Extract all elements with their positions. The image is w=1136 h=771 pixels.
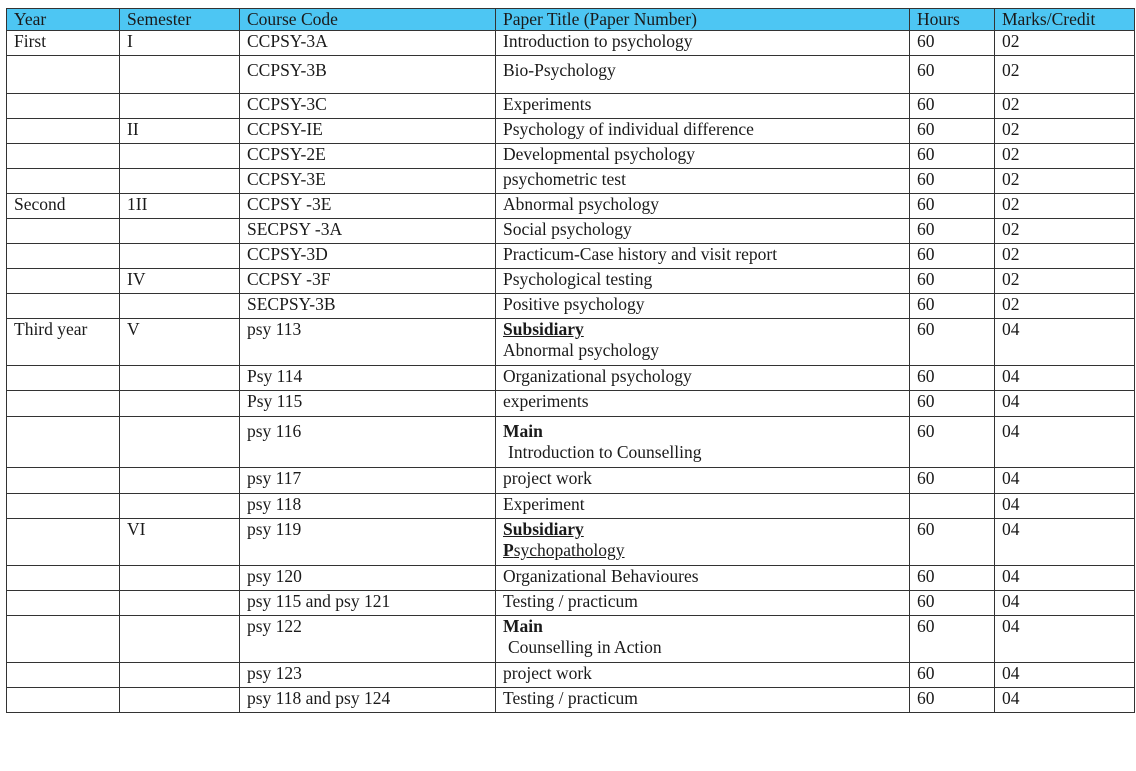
table-row <box>7 219 1135 244</box>
cell-year <box>7 566 120 591</box>
cell-credit: 04 <box>995 319 1135 366</box>
table-row <box>7 663 1135 688</box>
cell-course-code: psy 123 <box>240 663 496 688</box>
cell-credit: 04 <box>995 591 1135 616</box>
cell-hours: 60 <box>910 244 995 269</box>
cell-credit: 04 <box>995 688 1135 713</box>
cell-paper-title: Bio-Psychology <box>496 56 910 94</box>
cell-credit: 02 <box>995 269 1135 294</box>
cell-credit: 04 <box>995 616 1135 663</box>
cell-course-code: CCPSY-3E <box>240 169 496 194</box>
cell-credit: 04 <box>995 663 1135 688</box>
cell-semester: IV <box>120 269 240 294</box>
cell-year <box>7 244 120 269</box>
title-rest: sychopathology <box>513 540 625 560</box>
title-heading: Subsidiary <box>503 319 584 339</box>
cell-credit: 02 <box>995 244 1135 269</box>
cell-semester <box>120 591 240 616</box>
cell-course-code: CCPSY -3E <box>240 194 496 219</box>
cell-paper-title <box>496 616 910 663</box>
title-text: Introduction to Counselling <box>508 442 702 462</box>
cell-hours: 60 <box>910 56 995 94</box>
cell-hours: 60 <box>910 663 995 688</box>
table-row <box>7 194 1135 219</box>
cell-semester: I <box>120 31 240 56</box>
title-heading: Subsidiary <box>503 519 584 539</box>
table-row <box>7 31 1135 56</box>
cell-semester <box>120 616 240 663</box>
cell-semester <box>120 663 240 688</box>
table-row <box>7 591 1135 616</box>
cell-course-code: psy 116 <box>240 417 496 468</box>
cell-hours: 60 <box>910 94 995 119</box>
cell-year <box>7 417 120 468</box>
cell-course-code: SECPSY-3B <box>240 294 496 319</box>
cell-credit: 04 <box>995 417 1135 468</box>
cell-year <box>7 591 120 616</box>
cell-year <box>7 366 120 391</box>
cell-credit: 04 <box>995 366 1135 391</box>
cell-semester <box>120 468 240 494</box>
table-row <box>7 294 1135 319</box>
cell-year <box>7 468 120 494</box>
cell-paper-title <box>496 519 910 566</box>
cell-course-code: CCPSY-3D <box>240 244 496 269</box>
cell-paper-title: Experiment <box>496 494 910 519</box>
cell-course-code: Psy 115 <box>240 391 496 417</box>
cell-year: Second <box>7 194 120 219</box>
cell-year <box>7 269 120 294</box>
cell-credit: 02 <box>995 169 1135 194</box>
cell-year: Third year <box>7 319 120 366</box>
table-row <box>7 144 1135 169</box>
cell-paper-title: Testing / practicum <box>496 688 910 713</box>
cell-hours: 60 <box>910 294 995 319</box>
cell-course-code: CCPSY-2E <box>240 144 496 169</box>
cell-course-code: psy 118 and psy 124 <box>240 688 496 713</box>
cell-credit: 04 <box>995 566 1135 591</box>
title-first-letter: P <box>503 540 514 560</box>
cell-course-code: CCPSY -3F <box>240 269 496 294</box>
cell-semester <box>120 144 240 169</box>
cell-credit: 02 <box>995 294 1135 319</box>
cell-year <box>7 144 120 169</box>
cell-course-code: psy 113 <box>240 319 496 366</box>
cell-course-code: CCPSY-3C <box>240 94 496 119</box>
cell-semester <box>120 391 240 417</box>
header-row <box>7 9 1135 31</box>
table-row <box>7 688 1135 713</box>
table-row <box>7 169 1135 194</box>
header-marks-credit: Marks/Credit <box>995 9 1135 31</box>
title-heading: Main <box>503 421 543 441</box>
cell-credit: 04 <box>995 391 1135 417</box>
cell-course-code: psy 117 <box>240 468 496 494</box>
cell-year <box>7 56 120 94</box>
cell-year <box>7 94 120 119</box>
cell-credit: 04 <box>995 494 1135 519</box>
table-row <box>7 566 1135 591</box>
course-table <box>6 8 1135 713</box>
cell-hours: 60 <box>910 591 995 616</box>
cell-semester <box>120 417 240 468</box>
header-hours: Hours <box>910 9 995 31</box>
cell-paper-title: Developmental psychology <box>496 144 910 169</box>
cell-hours: 60 <box>910 194 995 219</box>
cell-hours: 60 <box>910 391 995 417</box>
cell-paper-title: Practicum-Case history and visit report <box>496 244 910 269</box>
cell-year <box>7 688 120 713</box>
cell-semester <box>120 244 240 269</box>
cell-paper-title <box>496 319 910 366</box>
cell-semester <box>120 366 240 391</box>
cell-course-code: CCPSY-3A <box>240 31 496 56</box>
table-row <box>7 56 1135 94</box>
cell-credit: 02 <box>995 219 1135 244</box>
cell-paper-title: experiments <box>496 391 910 417</box>
cell-hours: 60 <box>910 144 995 169</box>
cell-credit: 02 <box>995 144 1135 169</box>
cell-year <box>7 119 120 144</box>
header-course-code: Course Code <box>240 9 496 31</box>
table-row <box>7 519 1135 566</box>
cell-year <box>7 294 120 319</box>
cell-paper-title: Testing / practicum <box>496 591 910 616</box>
table-row <box>7 468 1135 494</box>
cell-year <box>7 169 120 194</box>
cell-year <box>7 616 120 663</box>
table-row <box>7 94 1135 119</box>
cell-hours: 60 <box>910 519 995 566</box>
cell-semester: II <box>120 119 240 144</box>
cell-hours: 60 <box>910 366 995 391</box>
cell-year: First <box>7 31 120 56</box>
table-row <box>7 616 1135 663</box>
cell-year <box>7 494 120 519</box>
cell-paper-title <box>496 417 910 468</box>
cell-credit: 04 <box>995 519 1135 566</box>
cell-credit: 02 <box>995 194 1135 219</box>
header-semester: Semester <box>120 9 240 31</box>
cell-semester <box>120 294 240 319</box>
cell-credit: 02 <box>995 119 1135 144</box>
title-text: Counselling in Action <box>508 637 662 657</box>
cell-semester <box>120 566 240 591</box>
header-year: Year <box>7 9 120 31</box>
cell-hours <box>910 494 995 519</box>
cell-semester: V <box>120 319 240 366</box>
cell-paper-title: Psychology of individual difference <box>496 119 910 144</box>
cell-course-code: psy 120 <box>240 566 496 591</box>
cell-credit: 04 <box>995 468 1135 494</box>
cell-paper-title: project work <box>496 663 910 688</box>
cell-semester <box>120 94 240 119</box>
cell-hours: 60 <box>910 319 995 366</box>
cell-year <box>7 219 120 244</box>
cell-semester: VI <box>120 519 240 566</box>
cell-paper-title: Introduction to psychology <box>496 31 910 56</box>
cell-paper-title: Organizational Behavioures <box>496 566 910 591</box>
table-row <box>7 244 1135 269</box>
title-text: Abnormal psychology <box>503 340 660 360</box>
cell-semester <box>120 494 240 519</box>
table-row <box>7 119 1135 144</box>
cell-paper-title: Abnormal psychology <box>496 194 910 219</box>
cell-course-code: SECPSY -3A <box>240 219 496 244</box>
cell-hours: 60 <box>910 269 995 294</box>
table-row <box>7 269 1135 294</box>
cell-hours: 60 <box>910 468 995 494</box>
cell-hours: 60 <box>910 119 995 144</box>
table-row <box>7 494 1135 519</box>
title-heading: Main <box>503 616 543 636</box>
cell-paper-title: psychometric test <box>496 169 910 194</box>
cell-course-code: psy 115 and psy 121 <box>240 591 496 616</box>
cell-course-code: CCPSY-3B <box>240 56 496 94</box>
cell-hours: 60 <box>910 688 995 713</box>
title-text <box>503 540 909 561</box>
table-row <box>7 391 1135 417</box>
cell-course-code: CCPSY-IE <box>240 119 496 144</box>
cell-credit: 02 <box>995 94 1135 119</box>
cell-semester <box>120 219 240 244</box>
table-row <box>7 319 1135 366</box>
cell-paper-title: Positive psychology <box>496 294 910 319</box>
cell-credit: 02 <box>995 56 1135 94</box>
header-paper-title: Paper Title (Paper Number) <box>496 9 910 31</box>
cell-hours: 60 <box>910 417 995 468</box>
table-row <box>7 417 1135 468</box>
cell-hours: 60 <box>910 169 995 194</box>
cell-year <box>7 663 120 688</box>
cell-course-code: Psy 114 <box>240 366 496 391</box>
cell-hours: 60 <box>910 616 995 663</box>
cell-hours: 60 <box>910 566 995 591</box>
cell-semester <box>120 688 240 713</box>
cell-year <box>7 519 120 566</box>
cell-paper-title: project work <box>496 468 910 494</box>
cell-hours: 60 <box>910 31 995 56</box>
cell-paper-title: Organizational psychology <box>496 366 910 391</box>
table-row <box>7 366 1135 391</box>
cell-semester: 1II <box>120 194 240 219</box>
cell-paper-title: Psychological testing <box>496 269 910 294</box>
cell-paper-title: Social psychology <box>496 219 910 244</box>
cell-course-code: psy 118 <box>240 494 496 519</box>
cell-course-code: psy 119 <box>240 519 496 566</box>
cell-hours: 60 <box>910 219 995 244</box>
cell-year <box>7 391 120 417</box>
cell-course-code: psy 122 <box>240 616 496 663</box>
cell-credit: 02 <box>995 31 1135 56</box>
cell-semester <box>120 169 240 194</box>
cell-semester <box>120 56 240 94</box>
cell-paper-title: Experiments <box>496 94 910 119</box>
